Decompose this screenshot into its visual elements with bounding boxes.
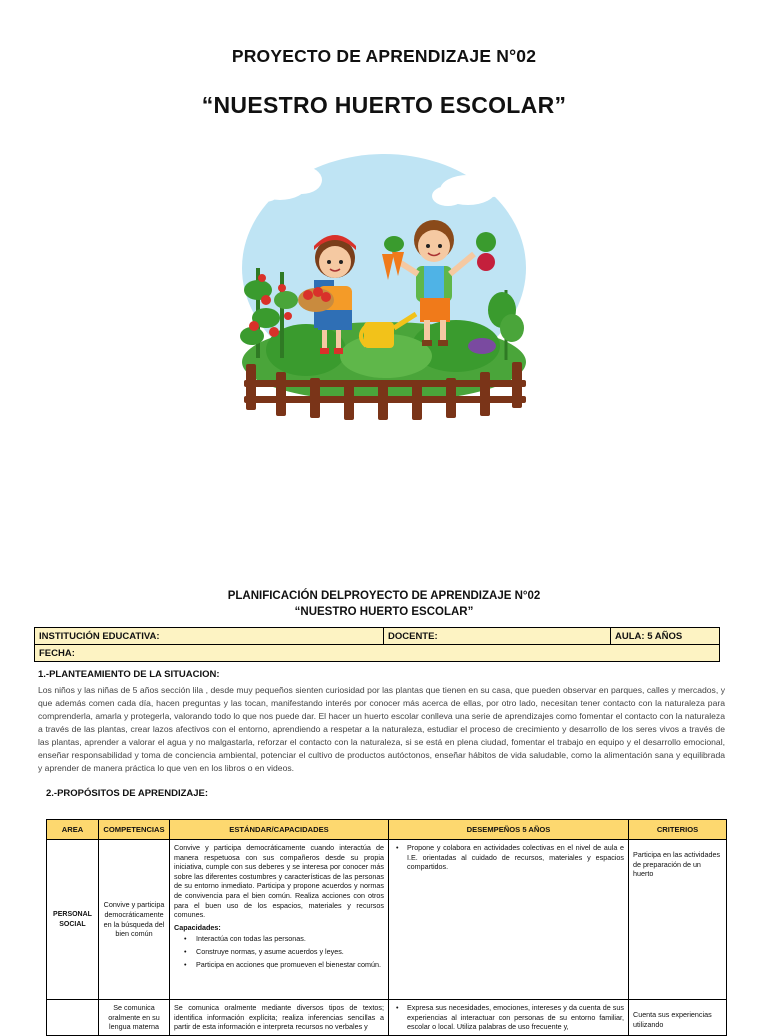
capacidades-list [174, 934, 384, 969]
estandar-text: Convive y participa democráticamente cuando interactúa de manera respetuosa con sus compañeros desde su propia iniciativa, cumple con sus deberes y se interesa por conocer más sobre las diferentes costumbres y características de las personas de su entorno inmediato. Participa y propone acuerdos y normas de convivencia para el bien común. Realiza acciones con otros para el buen uso de los espacios, materiales y recursos comunes. [174, 843, 384, 920]
desempeno-cell [389, 1000, 629, 1036]
institucion-field: INSTITUCIÓN EDUCATIVA: [35, 628, 384, 645]
area-cell: PERSONAL SOCIAL [47, 840, 99, 1000]
project-title: PROYECTO DE APRENDIZAJE N°02 [231, 46, 537, 66]
competencia-cell: Se comunica oralmente en su lengua materna [99, 1000, 170, 1036]
competencia-cell: Convive y participa democráticamente en la búsqueda del bien común [99, 840, 170, 1000]
list-item: • Participa en acciones que promueven el bienestar común. [196, 960, 384, 970]
column-header-desempenos: DESEMPEÑOS 5 AÑOS [389, 820, 629, 840]
list-item: • Interactúa con todas las personas. [196, 934, 384, 944]
purposes-table [46, 819, 727, 1036]
area-cell [47, 1000, 99, 1036]
column-header-criterios: CRITERIOS [629, 820, 727, 840]
column-header-estandar: ESTÁNDAR/CAPACIDADES [170, 820, 389, 840]
estandar-cell: Se comunica oralmente mediante diversos tipos de textos; identifica información explícita; realiza inferencias sencillas a partir de esta información e interpreta recursos no verbales y [170, 1000, 389, 1036]
desempeno-cell [389, 840, 629, 1000]
table-row [47, 1000, 727, 1036]
section1-text: Los niños y las niñas de 5 años sección lila , desde muy pequeños sienten curiosidad por las plantas que tienen en su casa, que pueden observar en parques, calles y mercados, y que además comen cada día, hacen preguntas y las tocan, manifestando interés por conocer más acerca de ellas, por otro lado, necesitan tener contacto con la naturaleza para comprenderla, amarla y protegerla, valorando todo lo que nos puede dar. El hacer un huerto escolar conlleva una serie de aprendizajes como fomentar el contacto con la naturaleza a través de las plantas, crear lazos afectivos con el entorno, aprendiendo a respetar a la naturaleza, estudiar el proceso de crecimiento y desarrollo de los seres vivos a través de las plantas, aprender a valorar el agua y no malgastarla, reforzar el contacto con la naturaleza, si se está en plena ciudad, fomentar el trabajo en equipo y el desarrollo emocional, enseñar responsabilidad y toma de conciencia ambiental, potenciar el cultivo de productos autóctonos, enseñar hábitos de vida saludable, como la alimentación sana y equilibrada y aprender de manera práctica lo que ven en los libros o en videos. [38, 685, 725, 773]
column-header-competencias: COMPETENCIAS [99, 820, 170, 840]
criterio-cell: Cuenta sus experiencias utilizando [629, 1000, 727, 1036]
capacidades-title: Capacidades: [174, 922, 221, 932]
project-subtitle: “NUESTRO HUERTO ESCOLAR” [201, 92, 567, 118]
fecha-field: FECHA: [35, 645, 720, 662]
planning-title-line2: “NUESTRO HUERTO ESCOLAR” [294, 606, 474, 618]
desempeno-item: • Propone y colabora en actividades colectivas en el nivel de aula e I.E. orientadas al cuidado de recursos, materiales y espacios compartidos. [407, 843, 624, 872]
planning-title [0, 588, 768, 620]
desempeno-item: • Expresa sus necesidades, emociones, intereses y da cuenta de sus experiencias al interactuar con personas de su entorno familiar, escolar o local. Utiliza palabras de uso frecuente y, [407, 1003, 624, 1032]
list-item: • Construye normas, y asume acuerdos y leyes. [196, 947, 384, 957]
section1-heading: 1.-PLANTEAMIENTO DE LA SITUACION: [38, 669, 220, 680]
criterio-cell: Participa en las actividades de preparación de un huerto [629, 840, 727, 1000]
planning-title-line1: PLANIFICACIÓN DELPROYECTO DE APRENDIZAJE N°02 [227, 590, 541, 602]
docente-field: DOCENTE: [384, 628, 611, 645]
table-row [47, 840, 727, 1000]
garden-kids-illustration [236, 150, 532, 422]
column-header-area: AREA [47, 820, 99, 840]
aula-field: AULA: 5 AÑOS [611, 628, 720, 645]
info-table [34, 627, 720, 662]
estandar-cell [170, 840, 389, 1000]
section2-heading: 2.-PROPÓSITOS DE APRENDIZAJE: [46, 788, 209, 799]
